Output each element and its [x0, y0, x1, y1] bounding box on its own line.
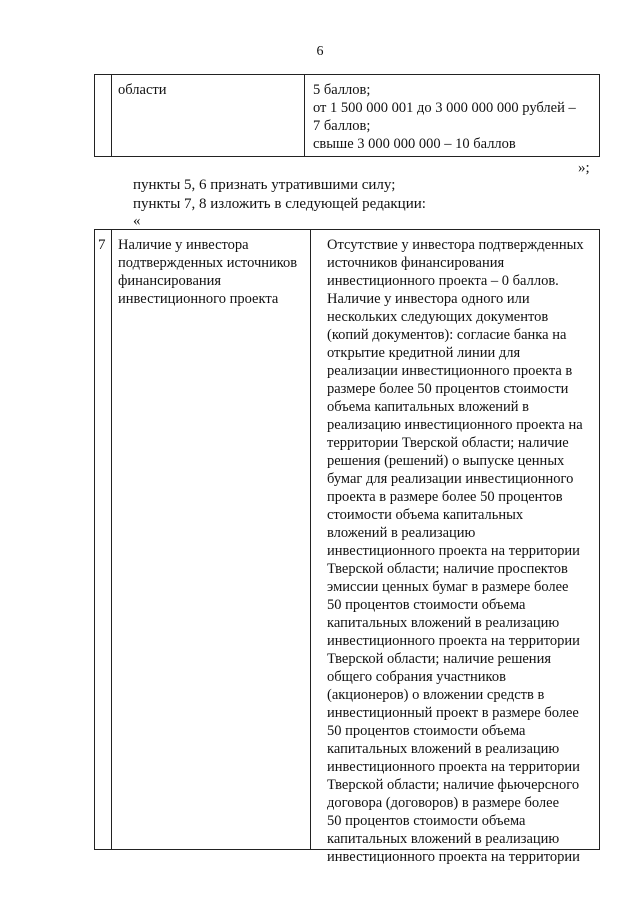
scoring-line: от 1 500 000 001 до 3 000 000 000 рублей –: [313, 100, 576, 116]
scoring-line: 50 процентов стоимости объема: [327, 813, 526, 829]
scoring-line: инвестиционного проекта на территории: [327, 633, 580, 649]
scoring-line: капитальных вложений в реализацию: [327, 831, 560, 847]
number-cell: [95, 230, 112, 849]
scoring-line: Отсутствие у инвестора подтвержденных: [327, 237, 584, 253]
scoring-cell: [311, 230, 599, 865]
scoring-line: Тверской области; наличие фьючерсного: [327, 777, 580, 793]
scoring-cell: [305, 75, 599, 156]
criterion-line: инвестиционного проекта: [118, 291, 279, 307]
scoring-line: (копий документов): согласие банка на: [327, 327, 567, 343]
criteria-table-fragment: [94, 74, 600, 157]
scoring-line: инвестиционного проекта на территории: [327, 849, 580, 865]
criterion-line: финансирования: [118, 273, 222, 289]
closing-quote: »;: [578, 160, 590, 176]
scoring-line: инвестиционный проект в размере более: [327, 705, 579, 721]
scoring-line: Тверской области; наличие решения: [327, 651, 551, 667]
criterion-line: подтвержденных источников: [118, 255, 298, 271]
amendment-paragraph: пункты 5, 6 признать утратившими силу;: [133, 177, 396, 193]
scoring-line: 50 процентов стоимости объема: [327, 597, 526, 613]
scoring-line: договора (договоров) в размере более: [327, 795, 560, 811]
scoring-line: 7 баллов;: [313, 118, 371, 134]
scoring-line: свыше 3 000 000 000 – 10 баллов: [313, 136, 516, 152]
page-number: 6: [316, 44, 324, 59]
scoring-line: стоимости объема капитальных: [327, 507, 524, 523]
scoring-line: решения (решений) о выпуске ценных: [327, 453, 565, 469]
criterion-cell: [112, 75, 305, 156]
scoring-line: (акционеров) о вложении средств в: [327, 687, 545, 703]
opening-quote: «: [133, 213, 141, 229]
scoring-text: [311, 230, 599, 866]
scoring-line: инвестиционного проекта – 0 баллов.: [327, 273, 559, 289]
criteria-table: [94, 229, 600, 865]
criterion-text: области: [118, 82, 167, 98]
scoring-line: капитальных вложений в реализацию: [327, 615, 560, 631]
criterion-cell: [112, 230, 311, 849]
scoring-line: 5 баллов;: [313, 82, 371, 98]
scoring-line: вложений в реализацию: [327, 525, 476, 541]
scoring-line: капитальных вложений в реализацию: [327, 741, 560, 757]
scoring-line: нескольких следующих документов: [327, 309, 549, 325]
scoring-line: реализации инвестиционного проекта в: [327, 363, 573, 379]
scoring-line: объема капитальных вложений в: [327, 399, 530, 415]
scoring-line: реализацию инвестиционного проекта на: [327, 417, 583, 433]
scoring-line: Наличие у инвестора одного или: [327, 291, 530, 307]
scoring-text: [305, 75, 599, 153]
scoring-line: открытие кредитной линии для: [327, 345, 521, 361]
scoring-line: инвестиционного проекта на территории: [327, 543, 580, 559]
scoring-line: Тверской области; наличие проспектов: [327, 561, 568, 577]
scoring-line: общего собрания участников: [327, 669, 506, 685]
scoring-line: инвестиционного проекта на территории: [327, 759, 580, 775]
scoring-line: размере более 50 процентов стоимости: [327, 381, 569, 397]
scoring-line: проекта в размере более 50 процентов: [327, 489, 563, 505]
scoring-line: бумаг для реализации инвестиционного: [327, 471, 574, 487]
row-number: 7: [98, 237, 106, 253]
number-cell: [95, 75, 112, 156]
scoring-line: эмиссии ценных бумаг в размере более: [327, 579, 569, 595]
scoring-line: 50 процентов стоимости объема: [327, 723, 526, 739]
amendment-paragraph: пункты 7, 8 изложить в следующей редакции:: [133, 196, 426, 212]
criterion-text: [112, 230, 310, 308]
scoring-line: территории Тверской области; наличие: [327, 435, 569, 451]
criterion-line: Наличие у инвестора: [118, 237, 249, 253]
scoring-line: источников финансирования: [327, 255, 505, 271]
